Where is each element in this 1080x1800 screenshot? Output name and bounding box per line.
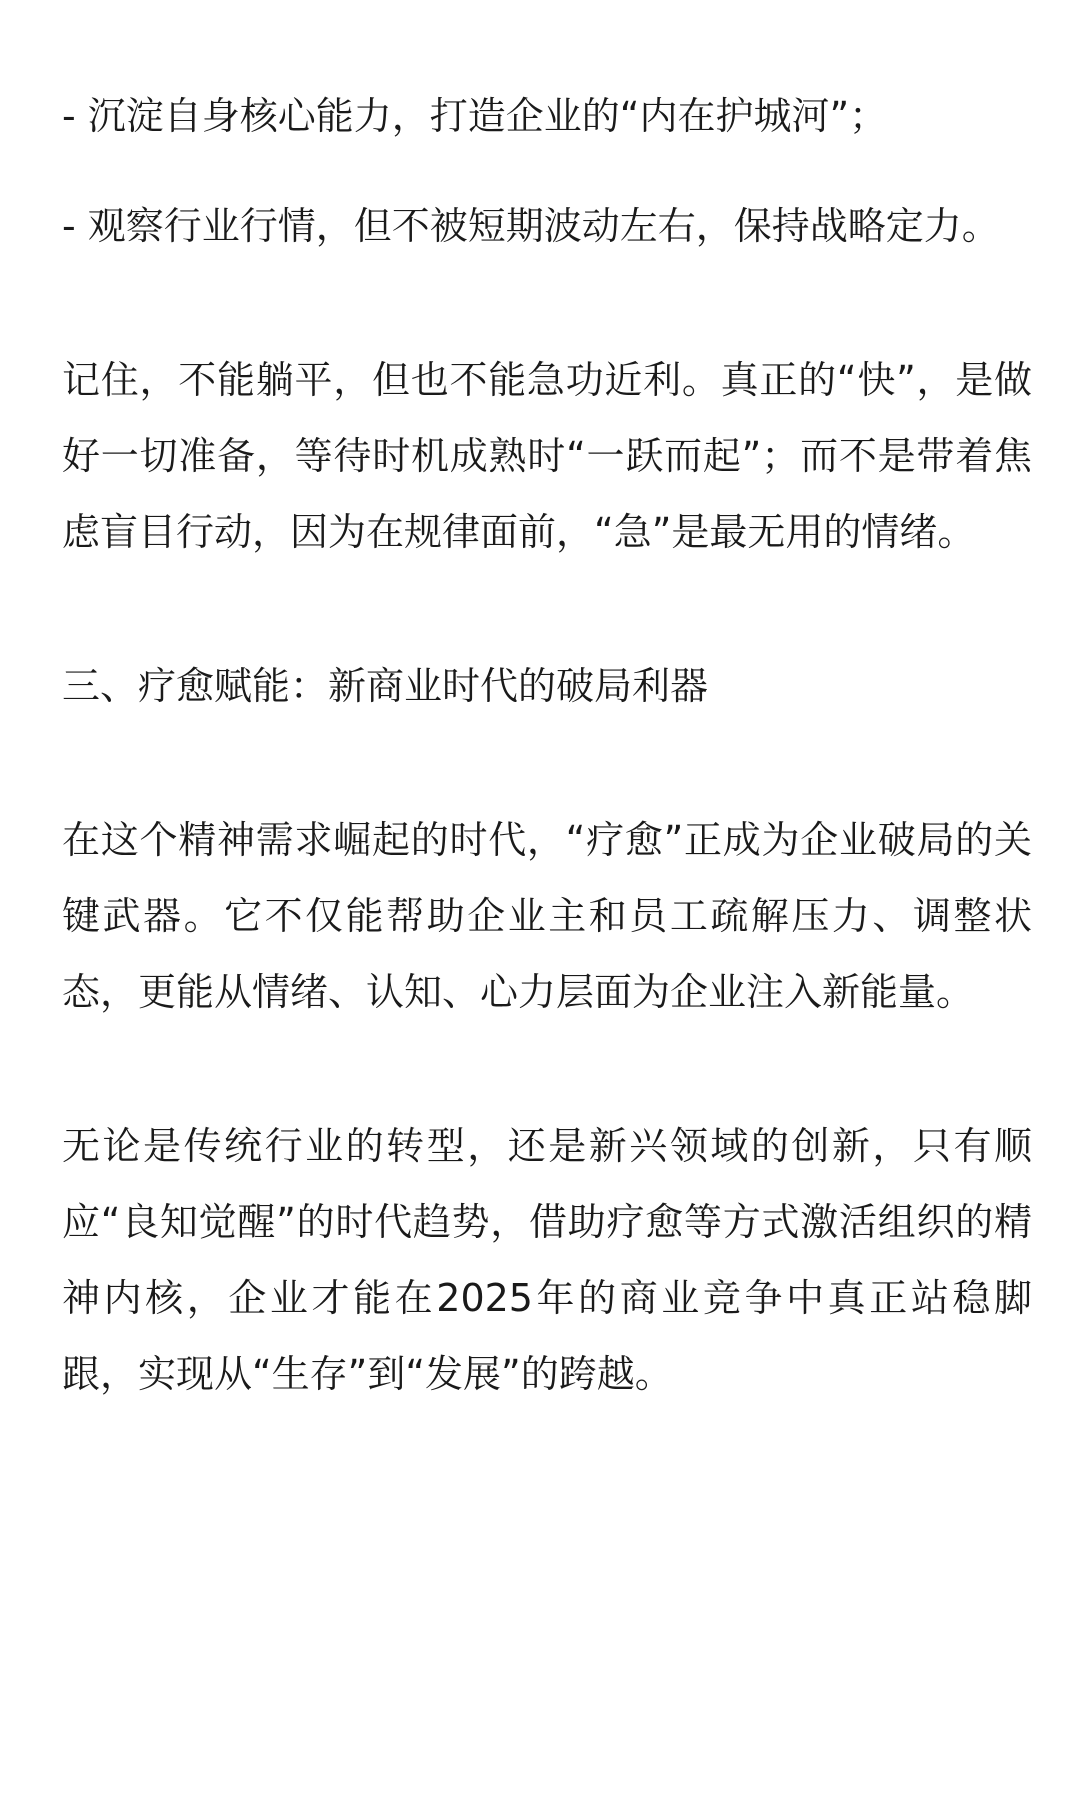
spacer bbox=[62, 1030, 1032, 1108]
spacer bbox=[62, 264, 1032, 342]
list-item-core-ability: - 沉淀自身核心能力，打造企业的“内在护城河”； bbox=[62, 94, 888, 138]
paragraph-reminder: 记住，不能躺平，但也不能急功近利。真正的“快”，是做好一切准备，等待时机成熟时“一跃而起”；而不是带着焦虑盲目行动，因为在规律面前，“急”是最无用的情绪。 bbox=[62, 358, 1032, 554]
article-body bbox=[62, 78, 1032, 1412]
list-item-strategy: - 观察行业行情，但不被短期波动左右，保持战略定力。 bbox=[62, 204, 1000, 248]
paragraph-conclusion: 无论是传统行业的转型，还是新兴领域的创新，只有顺应“良知觉醒”的时代趋势，借助疗愈等方式激活组织的精神内核，企业才能在2025年的商业竞争中真正站稳脚跟，实现从“生存”到“发展”的跨越。 bbox=[62, 1124, 1032, 1396]
spacer bbox=[62, 724, 1032, 802]
paragraph-healing: 在这个精神需求崛起的时代，“疗愈”正成为企业破局的关键武器。它不仅能帮助企业主和员工疏解压力、调整状态，更能从情绪、认知、心力层面为企业注入新能量。 bbox=[62, 818, 1032, 1014]
spacer bbox=[62, 570, 1032, 648]
section-heading: 三、疗愈赋能：新商业时代的破局利器 bbox=[62, 664, 709, 708]
spacer bbox=[62, 154, 1032, 188]
